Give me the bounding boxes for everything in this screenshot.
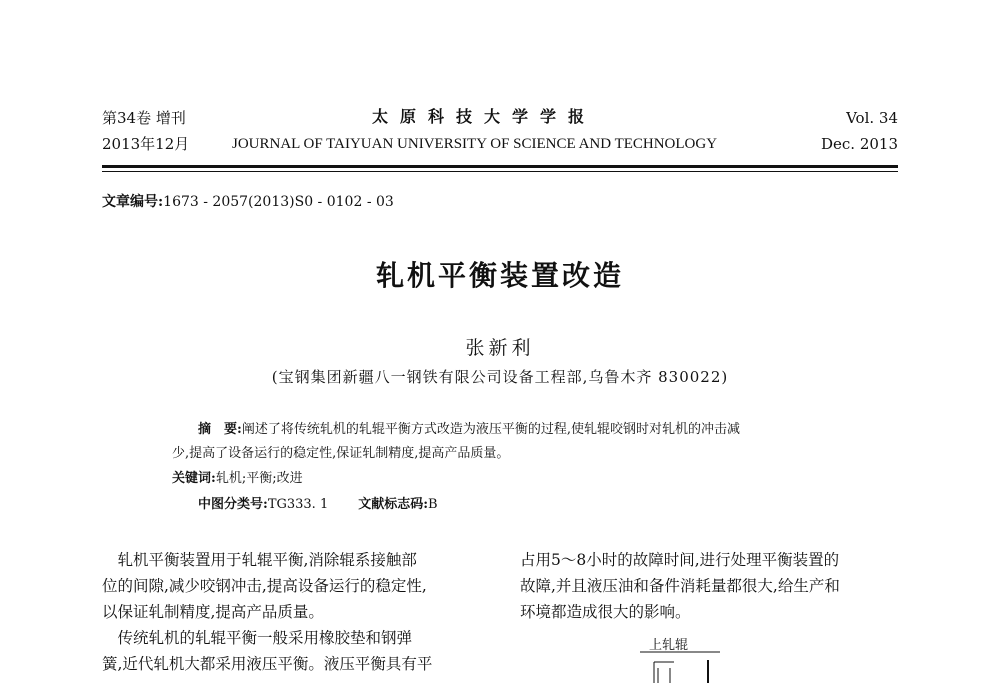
doc-code-label: 文献标志码: — [358, 497, 429, 512]
body-line: 簧,近代轧机大都采用液压平衡。液压平衡具有平 — [102, 655, 433, 673]
journal-title-cn: 太原科技大学学报 — [372, 107, 597, 126]
date-cn: 2013年12月 — [102, 135, 190, 153]
journal-title-en: JOURNAL OF TAIYUAN UNIVERSITY OF SCIENCE AND TECHNOLOGY — [232, 136, 718, 152]
clc-value: TG333. 1 — [267, 497, 329, 512]
body-line: 故障,并且液压油和备件消耗量都很大,给生产和 — [520, 577, 840, 595]
author: 张新利 — [465, 337, 535, 359]
abstract-line-2: 少,提高了设备运行的稳定性,保证轧制精度,提高产品质量。 — [172, 446, 510, 461]
right-column — [520, 547, 900, 625]
body-line: 占用5～8小时的故障时间,进行处理平衡装置的 — [520, 551, 840, 569]
keywords — [172, 467, 303, 491]
body-line: 环境都造成很大的影响。 — [520, 603, 691, 621]
doc-code-value: B — [428, 497, 438, 512]
clc-label: 中图分类号: — [198, 497, 268, 512]
left-column — [102, 547, 492, 677]
abstract-line-1 — [198, 418, 740, 442]
keywords-value: 轧机;平衡;改进 — [215, 471, 303, 486]
article-number — [102, 192, 394, 212]
volume-en: Vol. 34 — [846, 109, 898, 127]
keywords-label: 关键词: — [172, 471, 216, 486]
article-title: 轧机平衡装置改造 — [375, 259, 624, 292]
article-number-label: 文章编号: — [102, 194, 164, 210]
body-line: 以保证轧制精度,提高产品质量。 — [102, 603, 324, 621]
body-line: 轧机平衡装置用于轧辊平衡,消除辊系接触部 — [102, 551, 417, 569]
body-line: 位的间隙,减少咬钢冲击,提高设备运行的稳定性, — [102, 577, 427, 595]
abstract-text-1: 阐述了将传统轧机的轧辊平衡方式改造为液压平衡的过程,使轧辊咬钢时对轧机的冲击减 — [241, 422, 740, 437]
header-rule-thin — [102, 171, 898, 172]
header-rule-thick — [102, 165, 898, 168]
body-line: 传统轧机的轧辊平衡一般采用橡胶垫和钢弹 — [102, 629, 413, 647]
affiliation: (宝钢集团新疆八一钢铁有限公司设备工程部,乌鲁木齐 830022) — [271, 368, 729, 386]
volume-cn: 第34卷 增刊 — [102, 109, 186, 127]
classification — [198, 493, 438, 517]
date-en: Dec. 2013 — [820, 135, 898, 153]
figure-label-upper-roll: 上轧辊 — [649, 638, 689, 653]
roll-diagram-fragment — [630, 650, 730, 683]
article-number-value: 1673 - 2057(2013)S0 - 0102 - 03 — [163, 194, 394, 210]
abstract-label: 摘 要: — [198, 422, 242, 437]
